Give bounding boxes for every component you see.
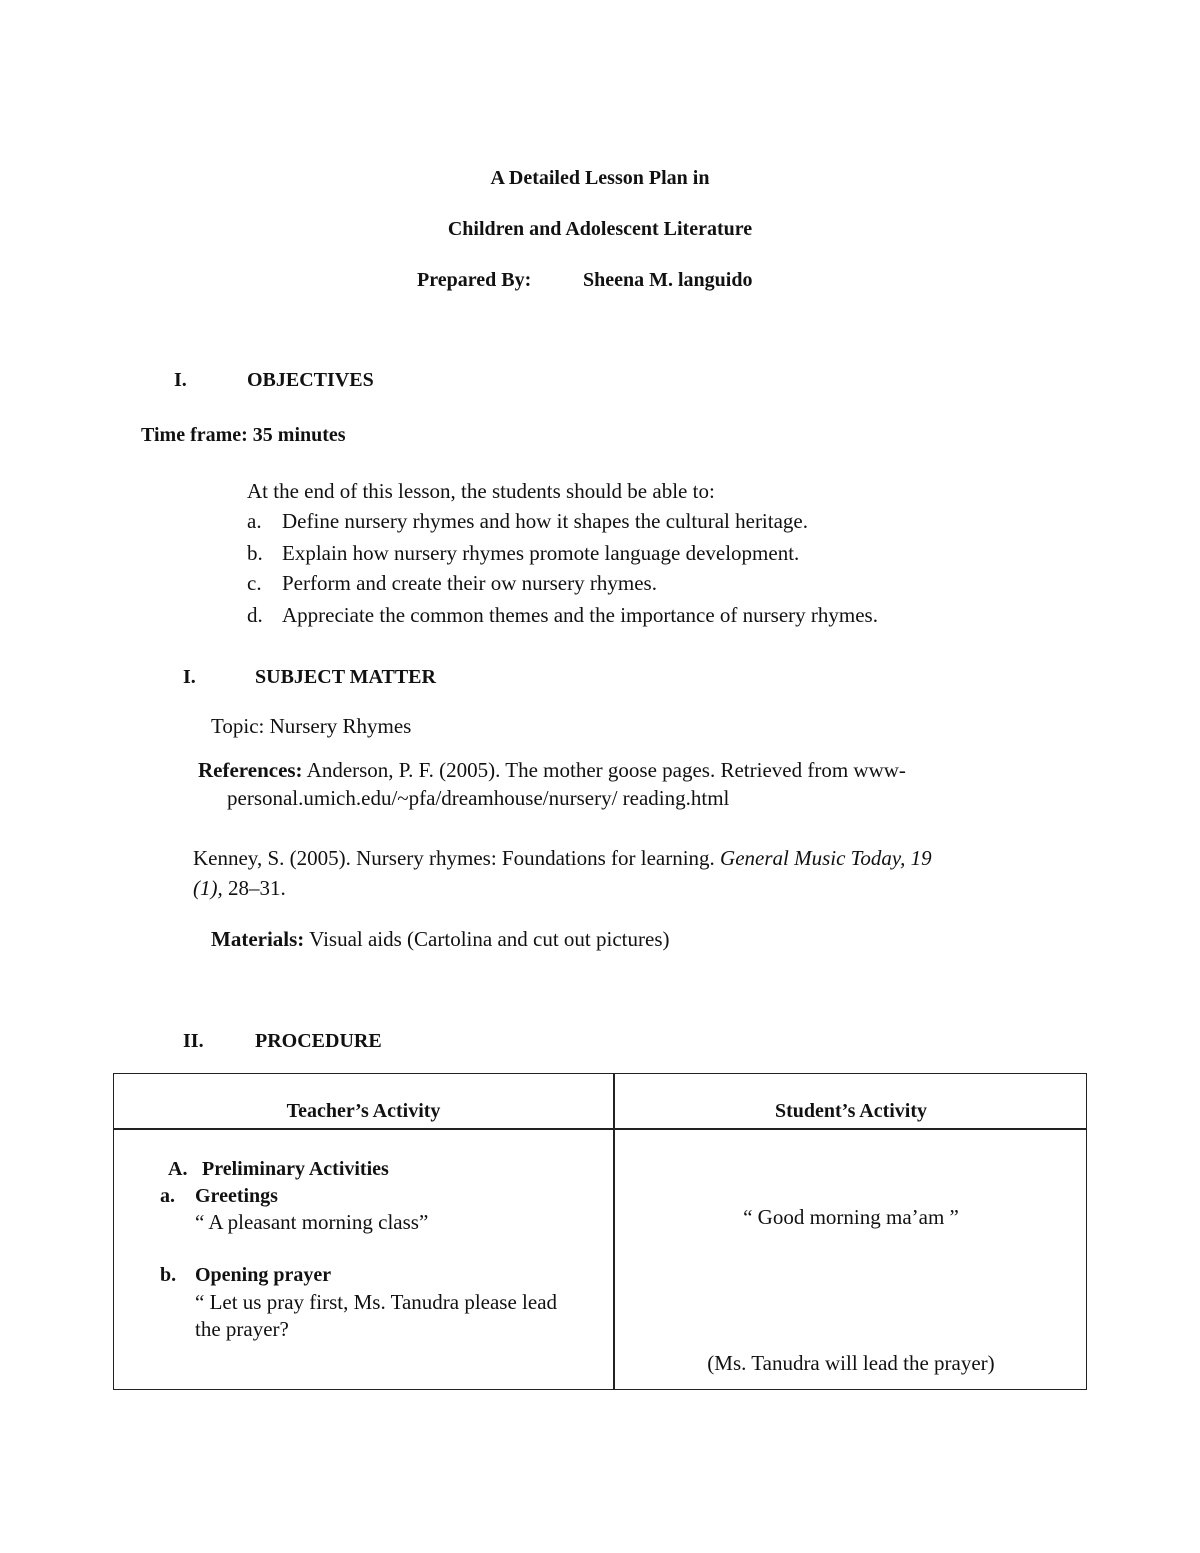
greetings-title: Greetings xyxy=(195,1185,278,1207)
student-activity-header: Student’s Activity xyxy=(774,1100,928,1122)
reference-2-text: Kenney, S. (2005). Nursery rhymes: Foundations for learning. xyxy=(193,846,721,870)
greetings-teacher-line: “ A pleasant morning class” xyxy=(195,1210,429,1234)
prepared-by-name: Sheena M. languido xyxy=(583,269,753,291)
prayer-teacher-line-2: the prayer? xyxy=(195,1317,289,1341)
reference-2-pages: 28–31. xyxy=(222,876,286,900)
subject-matter-numeral: I. xyxy=(183,666,196,688)
objective-marker: a. xyxy=(247,509,262,533)
materials-text: Visual aids (Cartolina and cut out pictures) xyxy=(304,927,670,951)
prayer-title: Opening prayer xyxy=(195,1264,332,1286)
prayer-student-response: (Ms. Tanudra will lead the prayer) xyxy=(707,1351,995,1375)
reference-1 xyxy=(198,758,906,783)
section-marker: A. xyxy=(168,1158,188,1180)
prayer-teacher-line-1: “ Let us pray first, Ms. Tanudra please lead xyxy=(195,1290,558,1314)
reference-2-issue: (1), xyxy=(193,876,223,900)
subject-matter-heading: SUBJECT MATTER xyxy=(255,666,436,688)
reference-1-text: Anderson, P. F. (2005). The mother goose pages. Retrieved from www- xyxy=(302,758,906,782)
section-title: Preliminary Activities xyxy=(202,1158,389,1180)
materials-label: Materials: xyxy=(211,927,305,951)
references-label: References: xyxy=(198,758,303,782)
objective-marker: d. xyxy=(247,603,263,627)
procedure-heading: PROCEDURE xyxy=(255,1030,382,1052)
materials xyxy=(211,927,669,952)
reference-2-line-2 xyxy=(193,876,286,901)
procedure-numeral: II. xyxy=(183,1030,204,1052)
reference-1-url: personal.umich.edu/~pfa/dreamhouse/nursery/ reading.html xyxy=(227,786,730,810)
objective-marker: c. xyxy=(247,571,262,595)
objectives-numeral: I. xyxy=(174,369,187,391)
objective-item: Explain how nursery rhymes promote language development. xyxy=(282,541,800,565)
teacher-activity-header: Teacher’s Activity xyxy=(286,1100,441,1122)
objective-item: Perform and create their ow nursery rhymes. xyxy=(282,571,657,595)
title-line-2: Children and Adolescent Literature xyxy=(447,218,753,240)
greetings-student-response: “ Good morning ma’am ” xyxy=(743,1205,959,1229)
prayer-marker: b. xyxy=(160,1264,177,1286)
reference-2 xyxy=(193,846,932,871)
time-frame: Time frame: 35 minutes xyxy=(141,424,346,446)
objective-marker: b. xyxy=(247,541,263,565)
reference-2-journal: General Music Today, 19 xyxy=(720,846,932,870)
objectives-heading: OBJECTIVES xyxy=(247,369,374,391)
procedure-table xyxy=(113,1073,1087,1390)
objective-item: Define nursery rhymes and how it shapes the cultural heritage. xyxy=(282,509,808,533)
prepared-by-label: Prepared By: xyxy=(417,269,532,291)
topic: Topic: Nursery Rhymes xyxy=(211,714,412,738)
title-line-1: A Detailed Lesson Plan in xyxy=(490,167,710,189)
objective-item: Appreciate the common themes and the importance of nursery rhymes. xyxy=(282,603,878,627)
greetings-marker: a. xyxy=(160,1185,175,1207)
objectives-intro: At the end of this lesson, the students should be able to: xyxy=(247,479,715,503)
table-divider xyxy=(114,1128,1086,1130)
